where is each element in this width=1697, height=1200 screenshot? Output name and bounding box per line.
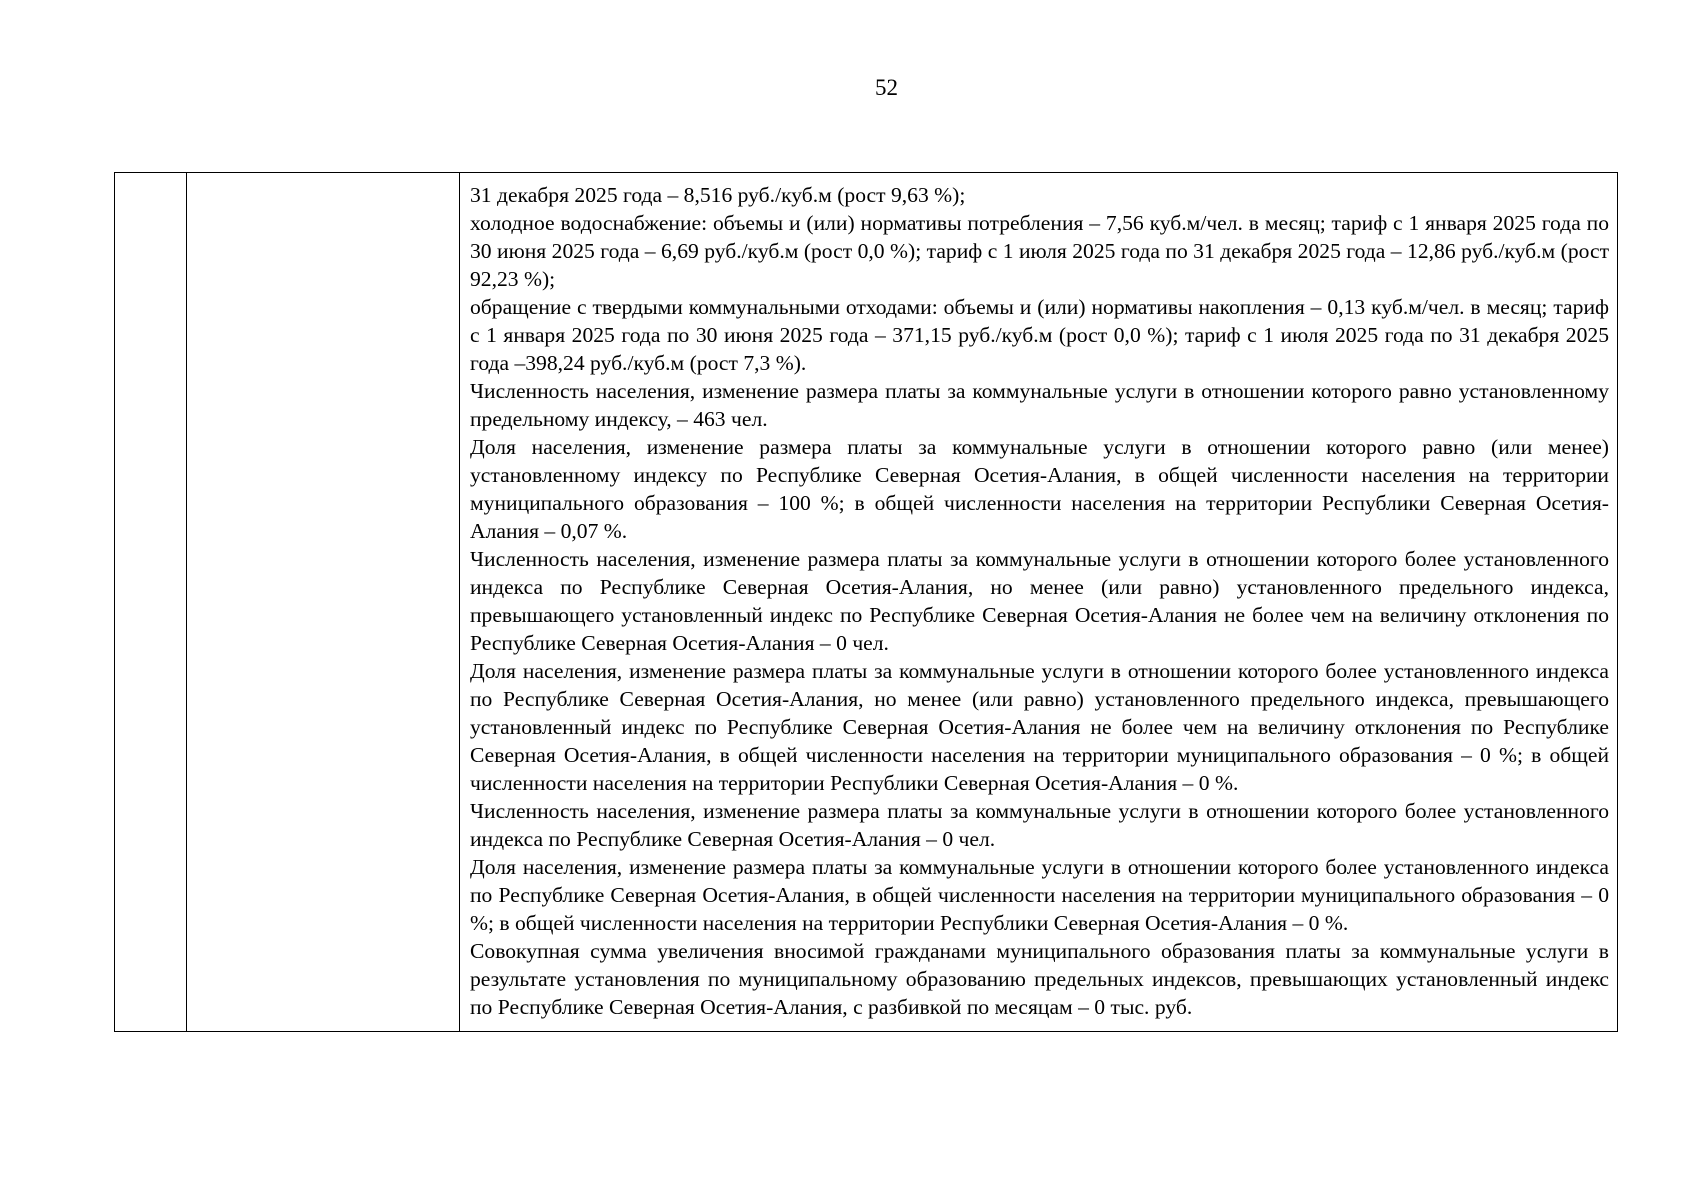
paragraph-total-increase: Совокупная сумма увеличения вносимой гражданами муниципального образования платы за коммунальные услуги в результате установления по муниципальному образованию предельных индексов, превышающих установленный индекс по Республике Северная Осетия-Алания, с разбивкой по месяцам – 0 тыс. руб.: [470, 939, 1609, 1019]
page-number: 52: [875, 75, 898, 100]
paragraph-tariff-tail: 31 декабря 2025 года – 8,516 руб./куб.м (рост 9,63 %);: [470, 183, 966, 207]
table-row: [115, 173, 1618, 1032]
paragraph-share-above-index: Доля населения, изменение размера платы за коммунальные услуги в отношении которого более установленного индекса по Республике Северная Осетия-Алания, в общей численности населения на территории муниципального образования – 0 %; в общей численности населения на территории Республики Северная Осетия-Алания – 0 %.: [470, 855, 1609, 935]
paragraph-share-within-deviation: Доля населения, изменение размера платы за коммунальные услуги в отношении которого более установленного индекса по Республике Северная Осетия-Алания, но менее (или равно) установленного предельного индекса, превышающего установленный индекс по Республике Северная Осетия-Алания не более чем на величину отклонения по Республике Северная Осетия-Алания, в общей численности населения на территории муниципального образования – 0 %; в общей численности населения на территории Республики Северная Осетия-Алания – 0 %.: [470, 659, 1609, 795]
table-cell-name: [187, 173, 460, 1032]
document-table: [114, 172, 1618, 1032]
paragraph-solid-waste: обращение с твердыми коммунальными отходами: объемы и (или) нормативы накопления – 0,13 куб.м/чел. в месяц; тариф с 1 января 2025 года по 30 июня 2025 года – 371,15 руб./куб.м (рост 0,0 %); тариф с 1 июля 2025 года по 31 декабря 2025 года –398,24 руб./куб.м (рост 7,3 %).: [470, 295, 1609, 375]
description-text: [460, 173, 1617, 1031]
paragraph-population-above-index: Численность населения, изменение размера платы за коммунальные услуги в отношении которого более установленного индекса по Республике Северная Осетия-Алания – 0 чел.: [470, 799, 1609, 851]
paragraph-share-equal-index: Доля населения, изменение размера платы за коммунальные услуги в отношении которого равно (или менее) установленному индексу по Республике Северная Осетия-Алания, в общей численности населения на территории муниципального образования – 100 %; в общей численности населения на территории Республики Северная Осетия-Алания – 0,07 %.: [470, 435, 1609, 543]
paragraph-population-within-deviation: Численность населения, изменение размера платы за коммунальные услуги в отношении которого более установленного индекса по Республике Северная Осетия-Алания, но менее (или равно) установленного предельного индекса, превышающего установленный индекс по Республике Северная Осетия-Алания не более чем на величину отклонения по Республике Северная Осетия-Алания – 0 чел.: [470, 547, 1609, 655]
table-cell-number: [115, 173, 187, 1032]
table-cell-description: [460, 173, 1618, 1032]
paragraph-population-equal-limit: Численность населения, изменение размера платы за коммунальные услуги в отношении которого равно установленному предельному индексу, – 463 чел.: [470, 379, 1609, 431]
paragraph-cold-water: холодное водоснабжение: объемы и (или) нормативы потребления – 7,56 куб.м/чел. в месяц; тариф с 1 января 2025 года по 30 июня 2025 года – 6,69 руб./куб.м (рост 0,0 %); тариф с 1 июля 2025 года по 31 декабря 2025 года – 12,86 руб./куб.м (рост 92,23 %);: [470, 211, 1609, 291]
